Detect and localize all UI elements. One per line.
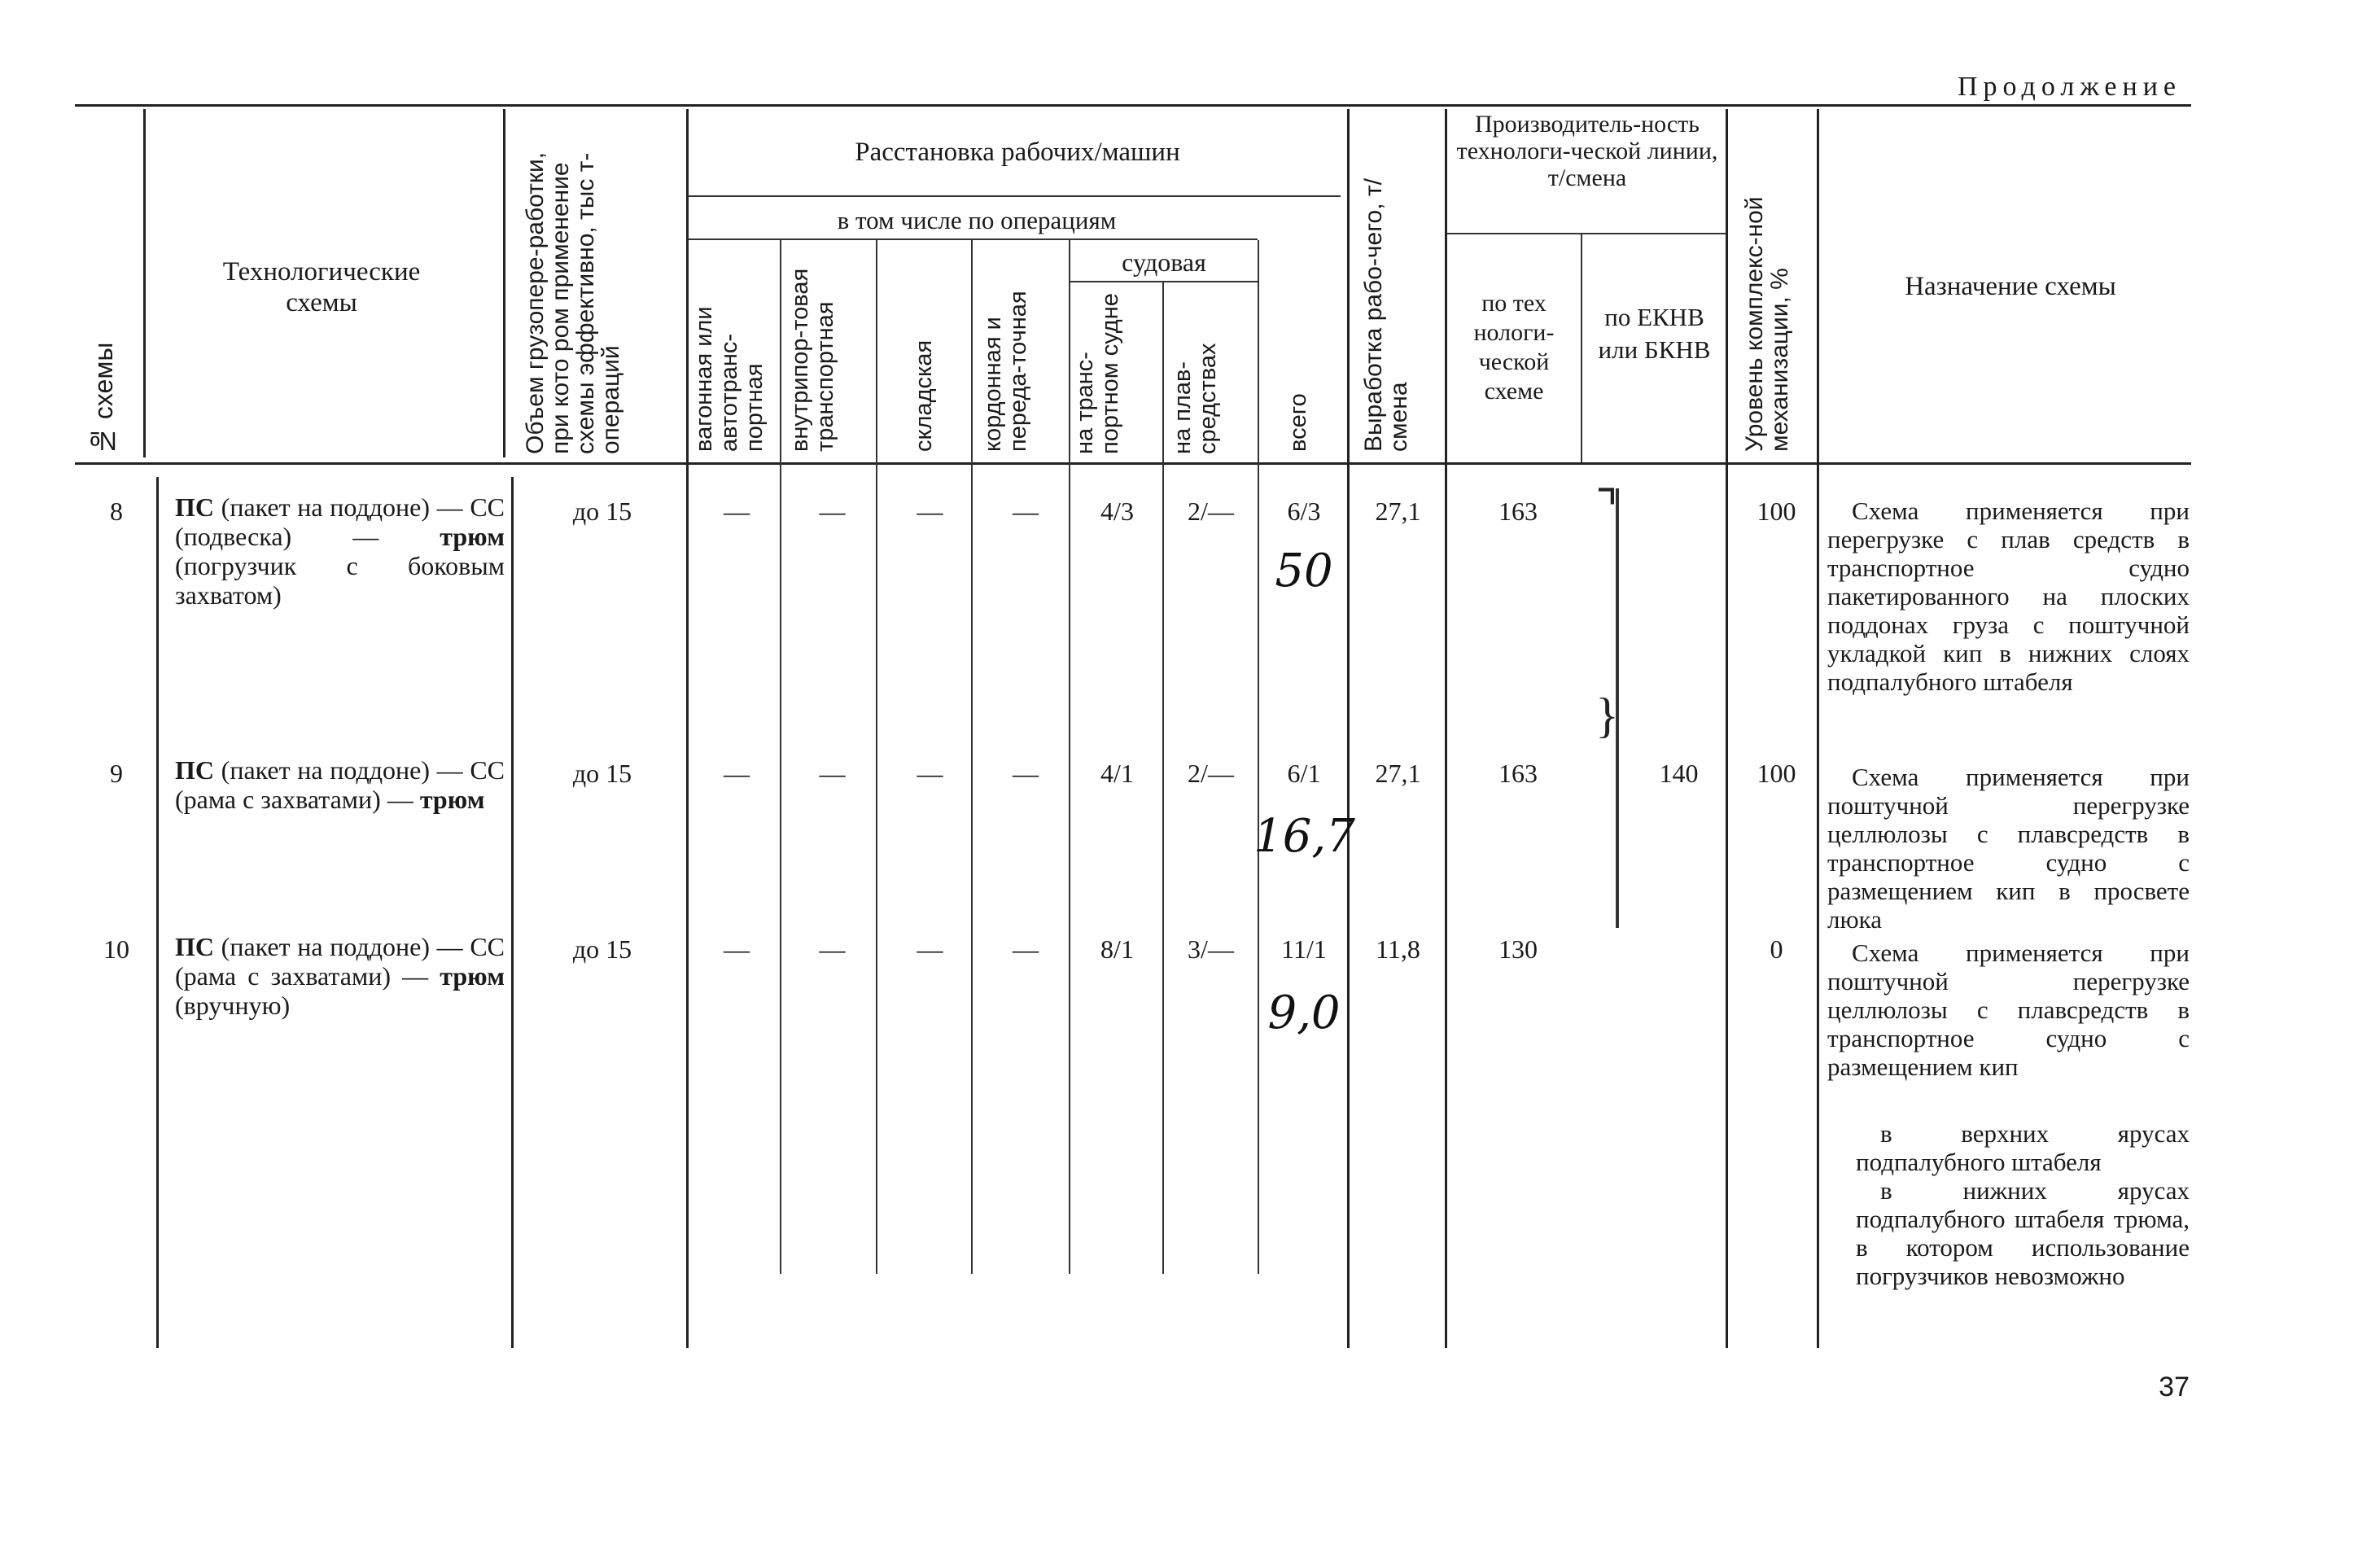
header-on-floating: на плав-средствах [1170, 343, 1221, 454]
col-divider-volume [686, 109, 689, 1348]
col-divider-total [1347, 109, 1350, 1348]
operations-sub-rule [688, 238, 1258, 240]
col-divider-by-scheme [1581, 234, 1582, 462]
row-10-floating: 3/— [1188, 934, 1234, 964]
row-8-by-scheme: 163 [1498, 497, 1538, 526]
header-total: всего [1285, 393, 1311, 452]
row-8-warehouse: — [917, 497, 943, 526]
row-9-floating: 2/— [1188, 759, 1234, 788]
header-by-operations: в том числе по операциям [837, 206, 1117, 234]
row-9-output: 27,1 [1375, 759, 1421, 788]
header-cordon: кордонная и переда-точная [980, 291, 1031, 452]
col-divider-floating [1258, 240, 1259, 1274]
row-10-purpose-upper-tiers: в верхних ярусах подпалубного штабеля [1856, 1119, 2190, 1176]
col-divider-productivity [1726, 109, 1728, 1348]
row-9-by-scheme: 163 [1498, 759, 1538, 788]
row-9-purpose: Схема применяется при поштучной перегрузке целлюлозы с плавсредств в транспортное судно с размещением кип в просвете люка [1827, 763, 2190, 934]
header-intraport: внутрипор-товая транспортная [787, 268, 838, 452]
header-placement: Расстановка рабочих/машин [855, 138, 1180, 167]
header-on-transport-ship: на транс-портном судне [1072, 293, 1123, 454]
row-10-transport-ship: 8/1 [1100, 934, 1134, 964]
col-divider-cordon [1069, 240, 1070, 1274]
row-9-mechanization: 100 [1757, 759, 1796, 788]
table-header-bottom-rule [75, 462, 2191, 465]
row-9-handwritten-note: 16,7 [1253, 810, 1355, 863]
row-9-volume: до 15 [572, 759, 632, 788]
eknv-brace-mid: } [1595, 689, 1619, 742]
continuation-label: Продолжение [1957, 72, 2181, 102]
col-divider-intraport [876, 240, 877, 1274]
col-divider-scheme-body [511, 477, 514, 1348]
row-10-output: 11,8 [1376, 934, 1420, 964]
header-output: Выработка рабо-чего, т/смена [1360, 178, 1412, 452]
row-8-cordon: — [1013, 497, 1039, 526]
header-productivity: Производитель-ность технологи-ческой линии, т/смена [1456, 111, 1718, 191]
col-divider-num-body [156, 477, 159, 1348]
row-8-transport-ship: 4/3 [1100, 497, 1134, 526]
productivity-sub-rule [1445, 233, 1726, 234]
row-10-mechanization: 0 [1770, 934, 1783, 964]
page-number: 37 [2159, 1372, 2190, 1402]
row-8-output: 27,1 [1375, 497, 1421, 526]
row-8-purpose: Схема применяется при перегрузке с плав средств в транспортное судно пакетированного на плоских поддонах груза с поштучной укладкой кип в нижних слоях подпалубного штабеля [1827, 497, 2190, 696]
row-8-intraport: — [819, 497, 846, 526]
header-by-scheme: по тех нологи-ческой схеме [1473, 290, 1555, 405]
row-10-num: 10 [103, 934, 129, 964]
row-9-cordon: — [1013, 759, 1039, 788]
row-8-num: 8 [110, 497, 123, 526]
row-8-mechanization: 100 [1757, 497, 1796, 526]
header-mechanization: Уровень комплекс-ной механизации, % [1741, 196, 1793, 452]
row-10-intraport: — [819, 934, 846, 964]
col-divider-scheme [503, 109, 505, 457]
row-10-warehouse: — [917, 934, 943, 964]
col-divider-warehouse [971, 240, 973, 1274]
row-10-by-scheme: 130 [1498, 934, 1538, 964]
row-8-floating: 2/— [1188, 497, 1234, 526]
row-8-scheme: ПС (пакет на поддоне) — СС (подвеска) — трюм (погрузчик с боковым захватом) [175, 492, 505, 610]
header-num: № схемы [89, 342, 118, 456]
col-divider-transport-ship [1162, 282, 1164, 1274]
row-8-handwritten-note: 50 [1275, 545, 1333, 597]
row-9-by-eknv: 140 [1659, 759, 1699, 788]
header-purpose: Назначение схемы [1905, 272, 2116, 301]
header-schemes: Технологические схемы [222, 257, 421, 317]
ship-sub-rule [1070, 281, 1258, 282]
row-10-scheme: ПС (пакет на поддоне) — СС (рама с захватами) — трюм (вручную) [175, 932, 505, 1020]
row-8-total: 6/3 [1287, 497, 1321, 526]
row-9-num: 9 [110, 759, 123, 788]
row-10-wagon: — [724, 934, 750, 964]
row-9-total: 6/1 [1287, 759, 1321, 788]
row-10-purpose-lower-tiers: в нижних ярусах подпалубного штабеля трюма, в котором использование погрузчиков невозможно [1856, 1176, 2190, 1290]
row-9-warehouse: — [917, 759, 943, 788]
row-9-transport-ship: 4/1 [1100, 759, 1134, 788]
row-9-wagon: — [724, 759, 750, 788]
col-divider-output [1445, 109, 1447, 1348]
col-divider-mechanization [1817, 109, 1819, 1348]
header-ship: судовая [1122, 247, 1206, 277]
header-by-eknv: по ЕКНВ или БКНВ [1598, 303, 1711, 364]
placement-sub-rule [688, 195, 1341, 197]
col-divider-wagon [780, 240, 781, 1274]
row-10-purpose: Схема применяется при поштучной перегрузке целлюлозы с плавсредств в транспортное судно с размещением кип [1827, 939, 2190, 1081]
header-warehouse: складская [911, 339, 937, 452]
row-8-volume: до 15 [572, 497, 632, 526]
row-9-intraport: — [819, 759, 846, 788]
row-10-total: 11/1 [1281, 934, 1327, 964]
table-top-rule [75, 104, 2191, 107]
col-divider-num [143, 109, 146, 457]
row-8-wagon: — [724, 497, 750, 526]
eknv-brace-top: ⌝ [1595, 482, 1619, 536]
row-10-cordon: — [1013, 934, 1039, 964]
header-volume: Объем грузопере-работки, при кото ром применение схемы эффективно, тыс т-операций [522, 151, 624, 454]
header-wagon: вагонная или автотранс-портная [691, 306, 768, 452]
row-10-volume: до 15 [572, 934, 632, 964]
row-10-handwritten-note: 9,0 [1267, 987, 1341, 1039]
row-9-scheme: ПС (пакет на поддоне) — СС (рама с захватами) — трюм [175, 755, 505, 814]
